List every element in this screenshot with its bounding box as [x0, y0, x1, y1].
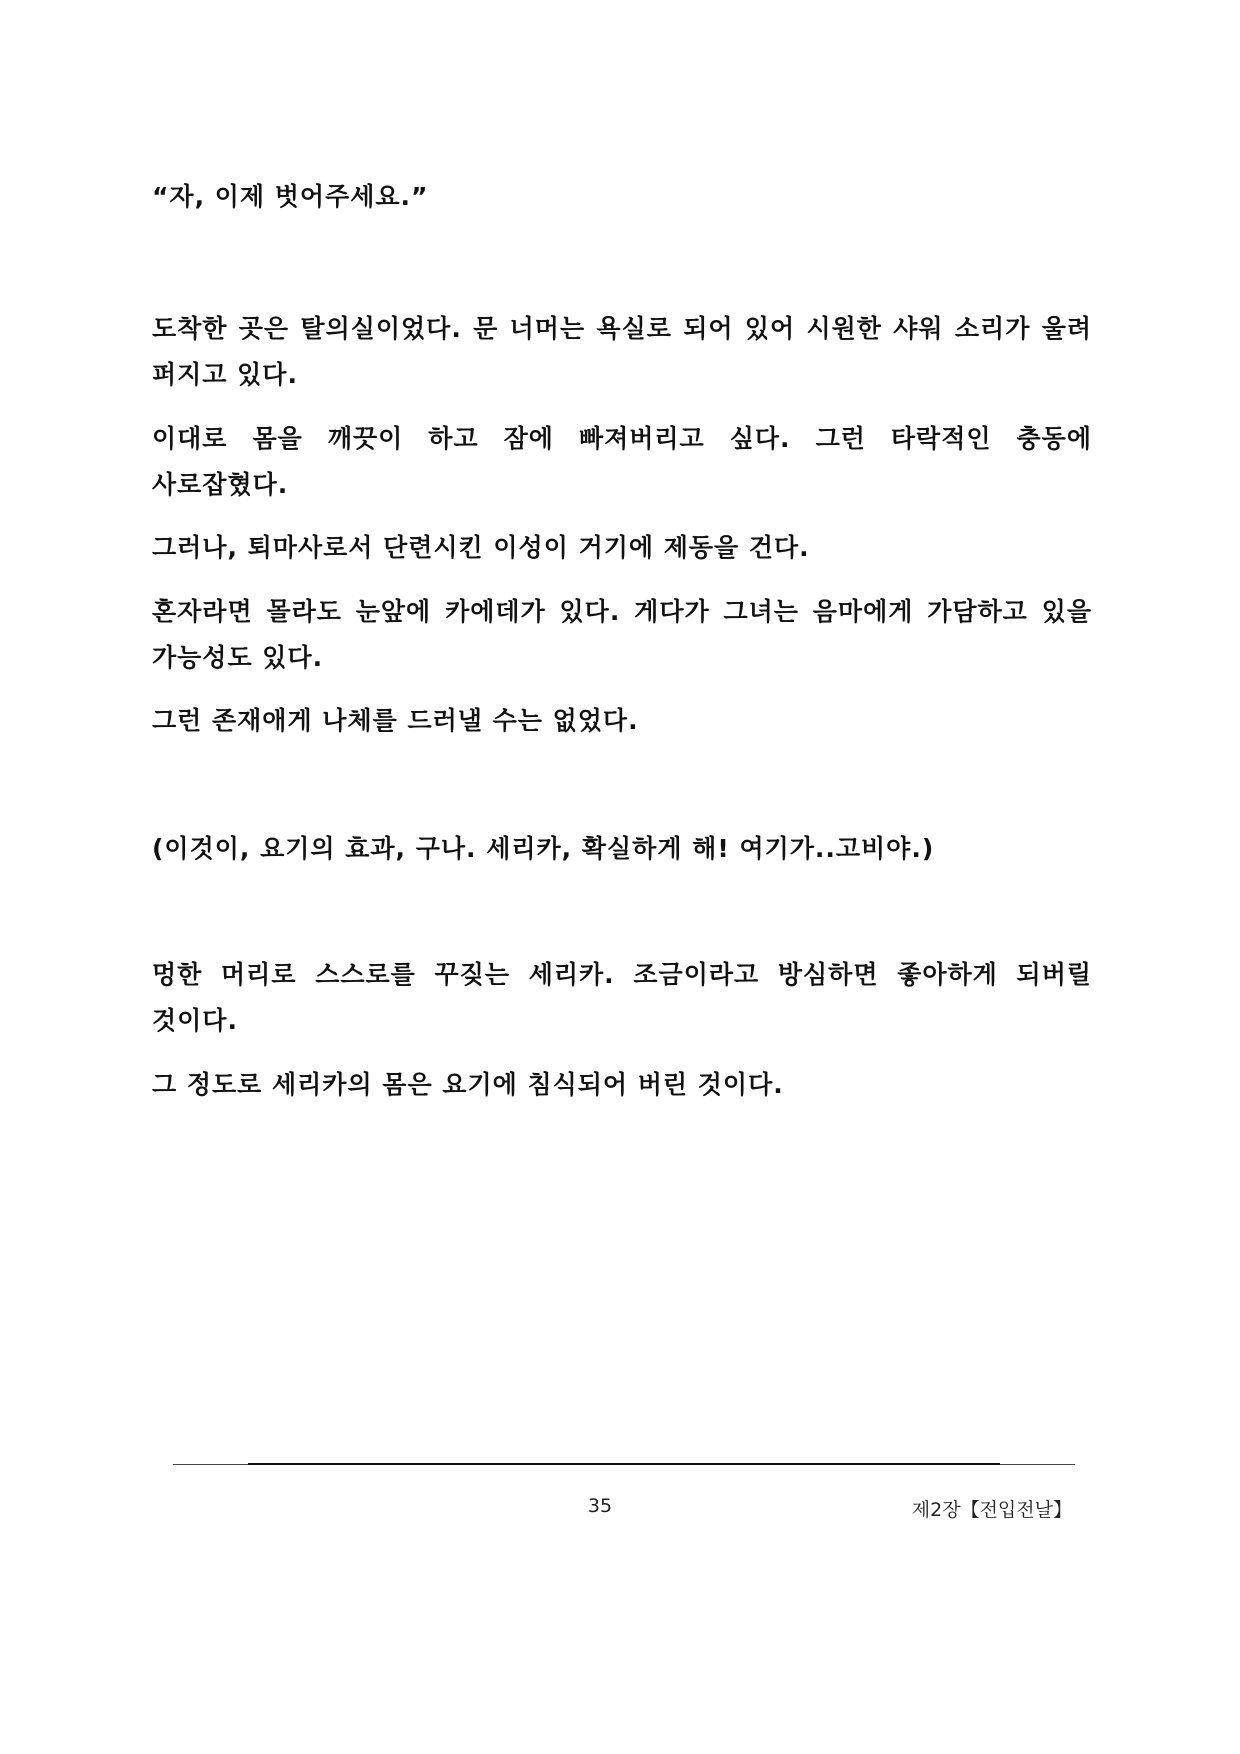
paragraph-dialogue: “자, 이제 벗어주세요.”: [152, 182, 429, 211]
paragraph: 그 정도로 세리카의 몸은 요기에 침식되어 버린 것이다.: [152, 1070, 784, 1099]
paragraph: 그런 존재애게 나체를 드러낼 수는 없었다.: [152, 706, 639, 735]
footer-divider-strong: [248, 1463, 1000, 1465]
page-number: 35: [587, 1495, 613, 1517]
paragraph: 멍한 머리로 스스로를 꾸짖는 세리카. 조금이라고 방심하면 좋아하게 되버릴 것이다.: [152, 960, 1092, 1035]
paragraph: 혼자라면 몰라도 눈앞에 카에데가 있다. 게다가 그녀는 음마에게 가담하고 있을 가능성도 있다.: [152, 597, 1092, 672]
chapter-title: 제2장【전입전날】: [911, 1499, 1072, 1521]
paragraph: 도착한 곳은 탈의실이었다. 문 너머는 욕실로 되어 있어 시원한 샤워 소리가 울려 퍼지고 있다.: [152, 314, 1092, 389]
paragraph: 그러나, 퇴마사로서 단련시킨 이성이 거기에 제동을 건다.: [152, 533, 810, 562]
paragraph-inner-thought: (이것이, 요기의 효과, 구나. 세리카, 확실하게 해! 여기가..고비야.): [152, 834, 935, 863]
paragraph: 이대로 몸을 깨끗이 하고 잠에 빠져버리고 싶다. 그런 타락적인 충동에 사로잡혔다.: [152, 424, 1092, 499]
